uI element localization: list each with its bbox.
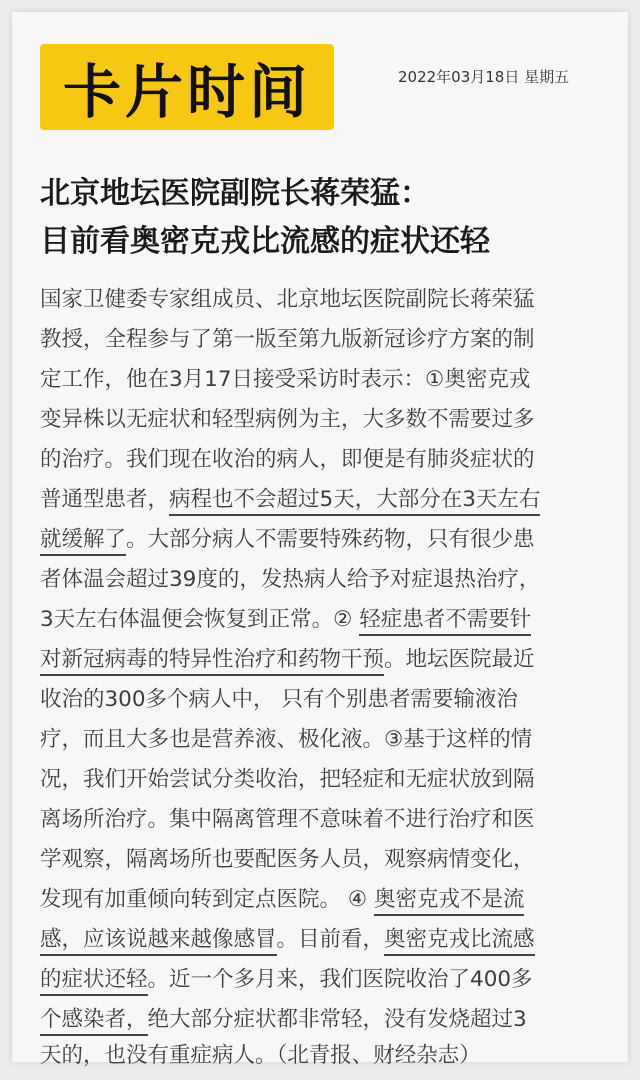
- publish-date: 2022年03月18日 星期五: [398, 68, 570, 86]
- body-line: 天的，也没有重症病人。（北青报、财经杂志）: [40, 1043, 481, 1068]
- text-segment: 。大部分病人不需要特殊药物，只有很少患: [126, 527, 535, 552]
- logo-badge: [40, 44, 334, 130]
- text-segment: 。地坛医院最近: [384, 647, 535, 672]
- body-line: 离场所治疗。集中隔离管理不意味着不进行治疗和医: [40, 807, 535, 832]
- body-line: [40, 964, 620, 1004]
- text-segment: 。近一个多月来，我们医院收治了400多: [147, 967, 533, 992]
- underlined-text: 感，应该说越来越像感冒: [40, 927, 277, 956]
- underlined-text: 病程也不会超过5天，大部分在3天左右: [169, 487, 540, 516]
- body-line: 收治的300多个病人中， 只有个别患者需要输液治: [40, 687, 518, 712]
- underlined-text: 个感染者，: [40, 1007, 148, 1036]
- headline-line-2: 目前看奥密克戎比流感的症状还轻: [40, 224, 490, 259]
- body-line: [40, 644, 620, 684]
- text-segment: 绝大部分症状都非常轻，没有发烧超过3: [147, 1007, 527, 1032]
- body-line: 疗，而且大多也是营养液、极化液。③基于这样的情: [40, 727, 533, 752]
- body-line: 定工作，他在3月17日接受采访时表示：①奥密克戎: [40, 367, 531, 392]
- body-line: 者体温会超过39度的，发热病人给予对症退热治疗，: [40, 567, 541, 592]
- logo-text: 卡片时间: [62, 58, 311, 126]
- body-line: [40, 884, 620, 924]
- body-line: 变异株以无症状和轻型病例为主，大多数不需要过多: [40, 407, 535, 432]
- body-line: [40, 524, 620, 564]
- body-line: [40, 604, 620, 644]
- body-line: [40, 924, 620, 964]
- body-line: 况，我们开始尝试分类收治，把轻症和无症状放到隔: [40, 767, 535, 792]
- body-line: 国家卫健委专家组成员、北京地坛医院副院长蒋荣猛: [40, 287, 535, 312]
- body-line: 教授，全程参与了第一版至第九版新冠诊疗方案的制: [40, 327, 535, 352]
- underlined-text: 的症状还轻: [40, 967, 148, 996]
- text-segment: 普通型患者，: [40, 487, 170, 512]
- body-line: [40, 484, 620, 524]
- underlined-text: 对新冠病毒的特异性治疗和药物干预: [40, 647, 384, 676]
- text-segment: 。目前看，: [276, 927, 385, 952]
- underlined-text: 就缓解了: [40, 527, 126, 556]
- underlined-text: 轻症患者不需要针: [359, 607, 531, 636]
- underlined-text: 奥密克戎不是流: [374, 887, 525, 916]
- body-line: 的治疗。我们现在收治的病人，即便是有肺炎症状的: [40, 447, 535, 472]
- body-line: [40, 1004, 620, 1044]
- text-segment: 发现有加重倾向转到定点医院。 ④: [40, 887, 374, 912]
- text-segment: 3天左右体温便会恢复到正常。②: [40, 607, 360, 632]
- body-line: 学观察，隔离场所也要配医务人员，观察病情变化，: [40, 847, 535, 872]
- underlined-text: 奥密克戎比流感: [384, 927, 535, 956]
- headline-line-1: 北京地坛医院副院长蒋荣猛：: [40, 176, 430, 211]
